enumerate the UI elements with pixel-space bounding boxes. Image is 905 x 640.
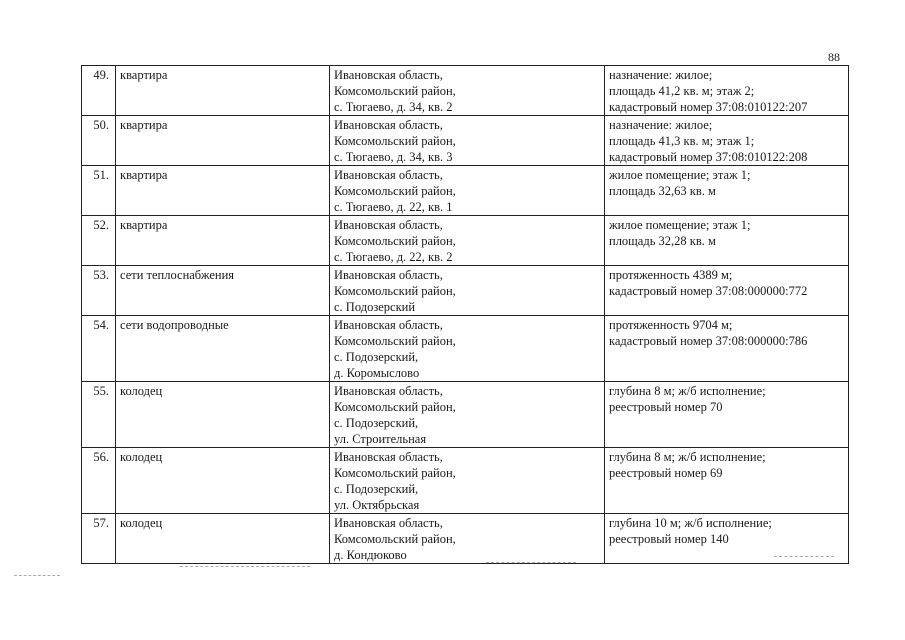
address-line: с. Подозерский: [334, 300, 416, 314]
details-line: жилое помещение; этаж 1;: [609, 218, 751, 232]
address-line: Комсомольский район,: [334, 400, 456, 414]
address-line: Комсомольский район,: [334, 284, 456, 298]
table-row: [82, 448, 849, 514]
object-address: [330, 116, 605, 166]
property-table: [81, 65, 849, 564]
address-line: Комсомольский район,: [334, 532, 456, 546]
address-line: Комсомольский район,: [334, 134, 456, 148]
details-line: реестровый номер 140: [609, 532, 729, 546]
details-line: кадастровый номер 37:08:000000:772: [609, 284, 808, 298]
object-name: квартира: [116, 216, 330, 266]
details-line: глубина 10 м; ж/б исполнение;: [609, 516, 772, 530]
table-row: [82, 316, 849, 382]
details-line: площадь 32,28 кв. м: [609, 234, 716, 248]
object-details: [605, 382, 849, 448]
address-line: с. Подозерский,: [334, 350, 419, 364]
row-number: 51.: [82, 166, 116, 216]
details-line: реестровый номер 69: [609, 466, 723, 480]
row-number: 53.: [82, 266, 116, 316]
address-line: Комсомольский район,: [334, 184, 456, 198]
details-line: назначение: жилое;: [609, 68, 713, 82]
table-row: [82, 382, 849, 448]
table-body: [82, 66, 849, 564]
table-row: [82, 166, 849, 216]
address-line: Ивановская область,: [334, 268, 443, 282]
row-number: 56.: [82, 448, 116, 514]
object-address: [330, 266, 605, 316]
address-line: Комсомольский район,: [334, 84, 456, 98]
row-number: 57.: [82, 514, 116, 564]
scan-mark: [14, 575, 60, 576]
address-line: с. Тюгаево, д. 22, кв. 2: [334, 250, 453, 264]
object-details: [605, 448, 849, 514]
row-number: 54.: [82, 316, 116, 382]
details-line: кадастровый номер 37:08:000000:786: [609, 334, 808, 348]
object-address: [330, 382, 605, 448]
details-line: жилое помещение; этаж 1;: [609, 168, 751, 182]
object-address: [330, 66, 605, 116]
details-line: кадастровый номер 37:08:010122:207: [609, 100, 808, 114]
object-address: [330, 216, 605, 266]
address-line: с. Подозерский,: [334, 416, 419, 430]
details-line: протяженность 4389 м;: [609, 268, 733, 282]
object-details: [605, 166, 849, 216]
object-address: [330, 166, 605, 216]
object-name: квартира: [116, 116, 330, 166]
address-line: Ивановская область,: [334, 384, 443, 398]
page-number: 88: [828, 50, 840, 64]
address-line: с. Тюгаево, д. 22, кв. 1: [334, 200, 453, 214]
table-row: [82, 116, 849, 166]
address-line: Ивановская область,: [334, 68, 443, 82]
address-line: д. Коромыслово: [334, 366, 420, 380]
object-details: [605, 216, 849, 266]
address-line: Ивановская область,: [334, 218, 443, 232]
object-address: [330, 316, 605, 382]
object-details: [605, 266, 849, 316]
details-line: глубина 8 м; ж/б исполнение;: [609, 450, 766, 464]
object-name: колодец: [116, 448, 330, 514]
object-name: сети водопроводные: [116, 316, 330, 382]
scan-mark: [774, 556, 834, 557]
address-line: Ивановская область,: [334, 318, 443, 332]
details-line: протяженность 9704 м;: [609, 318, 733, 332]
address-line: Ивановская область,: [334, 516, 443, 530]
scan-mark: [486, 562, 576, 563]
object-name: сети теплоснабжения: [116, 266, 330, 316]
object-details: [605, 316, 849, 382]
object-address: [330, 448, 605, 514]
address-line: с. Тюгаево, д. 34, кв. 3: [334, 150, 453, 164]
details-line: назначение: жилое;: [609, 118, 713, 132]
address-line: с. Тюгаево, д. 34, кв. 2: [334, 100, 453, 114]
object-name: колодец: [116, 514, 330, 564]
object-address: [330, 514, 605, 564]
address-line: с. Подозерский,: [334, 482, 419, 496]
details-line: площадь 41,2 кв. м; этаж 2;: [609, 84, 755, 98]
row-number: 55.: [82, 382, 116, 448]
row-number: 50.: [82, 116, 116, 166]
details-line: площадь 32,63 кв. м: [609, 184, 716, 198]
address-line: ул. Строительная: [334, 432, 427, 446]
address-line: Ивановская область,: [334, 118, 443, 132]
address-line: Комсомольский район,: [334, 234, 456, 248]
details-line: кадастровый номер 37:08:010122:208: [609, 150, 808, 164]
address-line: Комсомольский район,: [334, 466, 456, 480]
table-row: [82, 514, 849, 564]
address-line: Ивановская область,: [334, 450, 443, 464]
address-line: Ивановская область,: [334, 168, 443, 182]
object-name: колодец: [116, 382, 330, 448]
row-number: 52.: [82, 216, 116, 266]
scan-mark: [180, 566, 310, 567]
table-row: [82, 66, 849, 116]
address-line: д. Кондюково: [334, 548, 407, 562]
table-row: [82, 266, 849, 316]
table-row: [82, 216, 849, 266]
address-line: Комсомольский район,: [334, 334, 456, 348]
address-line: ул. Октябрьская: [334, 498, 420, 512]
object-details: [605, 116, 849, 166]
details-line: площадь 41,3 кв. м; этаж 1;: [609, 134, 755, 148]
object-details: [605, 66, 849, 116]
object-name: квартира: [116, 66, 330, 116]
object-name: квартира: [116, 166, 330, 216]
details-line: глубина 8 м; ж/б исполнение;: [609, 384, 766, 398]
details-line: реестровый номер 70: [609, 400, 723, 414]
row-number: 49.: [82, 66, 116, 116]
